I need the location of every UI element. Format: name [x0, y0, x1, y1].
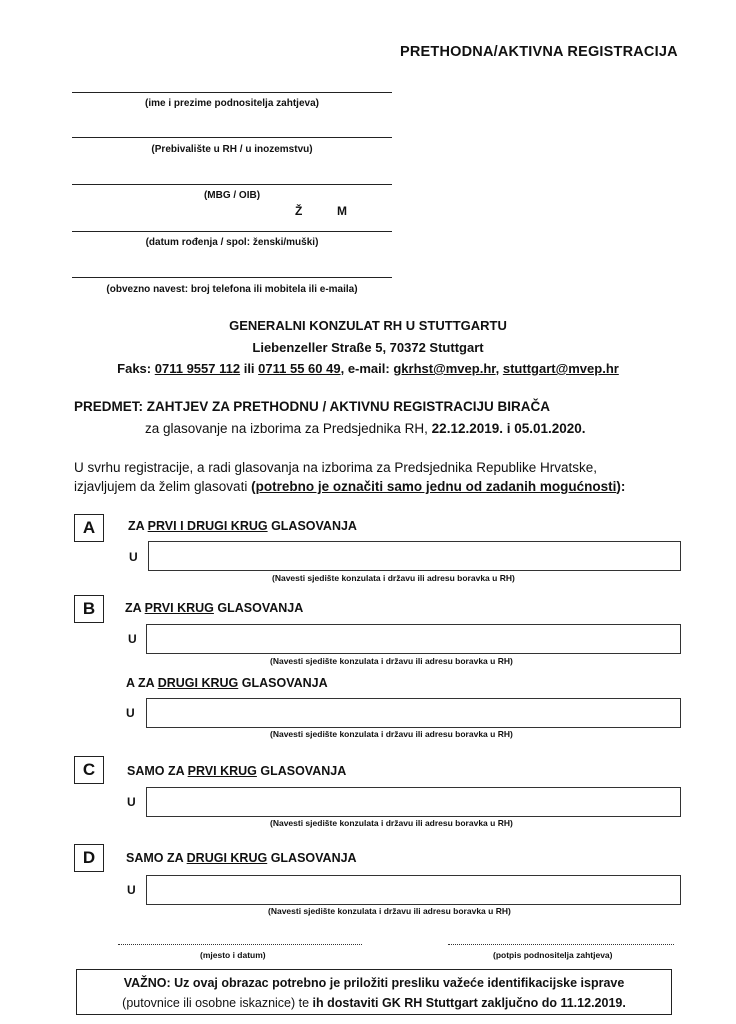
option-a-hint: (Navesti sjedište konzulata i državu ili adresu boravka u RH): [272, 573, 515, 583]
option-b-title: ZA PRVI KRUG GLASOVANJA: [125, 601, 304, 615]
subject-line: PREDMET: ZAHTJEV ZA PRETHODNU / AKTIVNU REGISTRACIJU BIRAČA: [74, 399, 551, 414]
birth-line[interactable]: [72, 231, 392, 232]
option-c-u: U: [127, 795, 136, 809]
important-note: [76, 969, 672, 1015]
intro-instruction: (potrebno je označiti samo jednu od zadanih mogućnosti):: [251, 479, 626, 494]
consulate-address: Liebenzeller Straße 5, 70372 Stuttgart: [252, 340, 484, 355]
note-line-1: VAŽNO: Uz ovaj obrazac potrebno je priložiti presliku važeće identifikacijske isprave: [123, 976, 625, 990]
id-label: (MBG / OIB): [203, 190, 261, 201]
residence-label: (Prebivalište u RH / u inozemstvu): [151, 144, 313, 155]
option-b-first-u: U: [128, 632, 137, 646]
signature-label: (potpis podnositelja zahtjeva): [493, 950, 613, 960]
subject-election-text: za glasovanje na izborima za Predsjednika RH,: [145, 421, 428, 436]
name-label: (ime i prezime podnositelja zahtjeva): [145, 98, 319, 109]
option-b-second-u: U: [126, 706, 135, 720]
option-a-location-input[interactable]: [148, 541, 681, 571]
option-d-u: U: [127, 883, 136, 897]
intro-line-1: U svrhu registracije, a radi glasovanja na izborima za Predsjednika Republike Hrvatske,: [74, 460, 597, 475]
option-c-hint: (Navesti sjedište konzulata i državu ili adresu boravka u RH): [270, 818, 513, 828]
option-b-first-hint: (Navesti sjedište konzulata i državu ili adresu boravka u RH): [270, 656, 513, 666]
email-label: , e-mail:: [340, 361, 390, 376]
option-b-second-round-input[interactable]: [146, 698, 681, 728]
option-c-checkbox[interactable]: C: [74, 756, 104, 784]
residence-line[interactable]: [72, 137, 392, 138]
option-c-location-input[interactable]: [146, 787, 681, 817]
id-line[interactable]: [72, 184, 392, 185]
option-d-checkbox[interactable]: D: [74, 844, 104, 872]
gender-female-option[interactable]: Ž: [295, 204, 303, 218]
fax-label: Faks:: [117, 361, 152, 376]
option-a-u: U: [129, 550, 138, 564]
option-b-checkbox[interactable]: B: [74, 595, 104, 623]
contact-line[interactable]: [72, 277, 392, 278]
option-a-checkbox[interactable]: A: [74, 514, 104, 542]
email-separator: ,: [495, 361, 500, 376]
option-d-location-input[interactable]: [146, 875, 681, 905]
note-line-2: (putovnice ili osobne iskaznice) te ih dostaviti GK RH Stuttgart zaključno do 11.12.2019.: [122, 996, 626, 1010]
fax-number-1: 0711 9557 112: [154, 361, 241, 376]
place-date-label: (mjesto i datum): [200, 950, 266, 960]
birth-label: (datum rođenja / spol: ženski/muški): [145, 237, 319, 248]
place-date-line[interactable]: [118, 944, 362, 945]
name-line[interactable]: [72, 92, 392, 93]
signature-line[interactable]: [448, 944, 674, 945]
subject-election-dates: 22.12.2019. i 05.01.2020.: [431, 421, 586, 436]
fax-or: ili: [243, 361, 255, 376]
fax-number-2: 0711 55 60 49: [258, 361, 341, 376]
option-b-second-title: A ZA DRUGI KRUG GLASOVANJA: [126, 676, 328, 690]
intro-text: izjavljujem da želim glasovati: [74, 479, 248, 494]
option-c-title: SAMO ZA PRVI KRUG GLASOVANJA: [127, 764, 347, 778]
option-d-title: SAMO ZA DRUGI KRUG GLASOVANJA: [126, 851, 357, 865]
option-b-second-hint: (Navesti sjedište konzulata i državu ili adresu boravka u RH): [270, 729, 513, 739]
email-1: gkrhst@mvep.hr: [393, 361, 496, 376]
contact-label: (obvezno navest: broj telefona ili mobitela ili e-maila): [106, 284, 358, 295]
intro-line-2: [74, 479, 625, 494]
gender-male-option[interactable]: M: [337, 204, 347, 218]
email-2: stuttgart@mvep.hr: [502, 361, 619, 376]
consulate-contact: [0, 361, 736, 376]
option-a-title: ZA PRVI I DRUGI KRUG GLASOVANJA: [128, 519, 357, 533]
subject-election: [145, 421, 586, 436]
option-b-first-round-input[interactable]: [146, 624, 681, 654]
consulate-name: GENERALNI KONZULAT RH U STUTTGARTU: [229, 318, 507, 333]
document-title: PRETHODNA/AKTIVNA REGISTRACIJA: [400, 44, 678, 60]
option-d-hint: (Navesti sjedište konzulata i državu ili adresu boravka u RH): [268, 906, 511, 916]
